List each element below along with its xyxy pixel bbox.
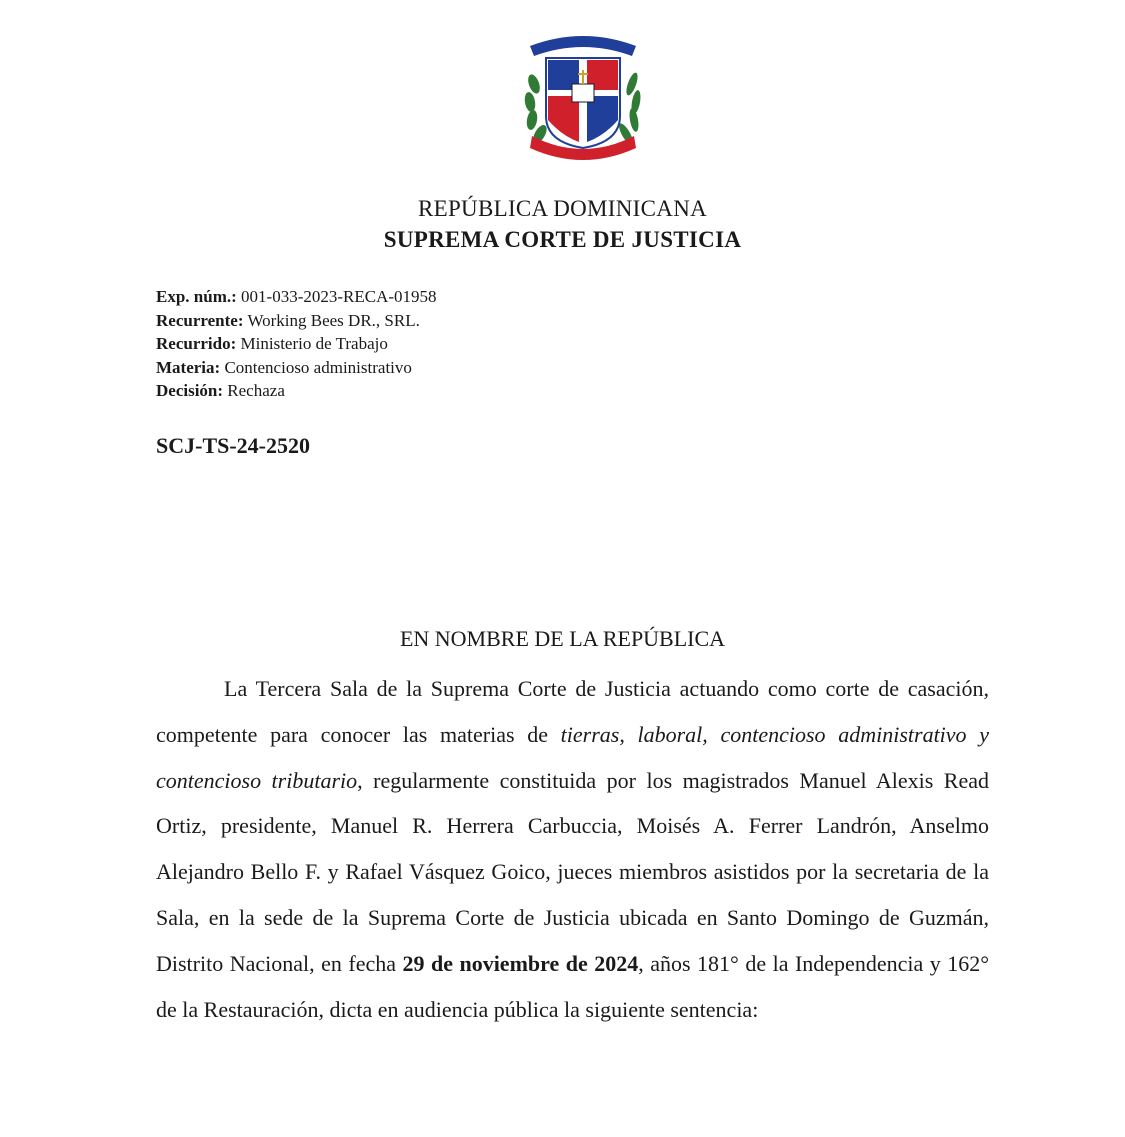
invocation-heading: EN NOMBRE DE LA REPÚBLICA	[399, 626, 726, 651]
country-heading: REPÚBLICA DOMINICANA	[417, 196, 708, 221]
exp-number-row	[156, 285, 437, 309]
case-number: SCJ-TS-24-2520	[156, 433, 311, 458]
recurrente-label: Recurrente:	[156, 310, 244, 330]
paragraph-text-2: , regularmente constituida por los magistrados Manuel Alexis Read Ortiz, presidente, Manuel R. Herrera Carbuccia, Moisés A. Ferrer Landrón, Anselmo Alejandro Bello F. y Rafael Vásquez Goico, jueces miembros asistidos por la secretaria de la Sala, en la sede de la Suprema Corte de Justicia ubicada en Santo Domingo de Guzmán, Distrito Nacional, en fecha	[156, 767, 989, 976]
materia-label: Materia:	[156, 357, 221, 377]
exp-number-label: Exp. núm.:	[156, 287, 237, 306]
opening-paragraph	[156, 666, 989, 1032]
decision-label: Decisión:	[156, 381, 224, 401]
materia-value: Contencioso administrativo	[224, 357, 412, 377]
court-heading: SUPREMA CORTE DE JUSTICIA	[383, 227, 742, 252]
paragraph-text-3: , años 181° de la Independencia y 162° de la Restauración, dicta en audiencia pública la siguiente sentencia:	[156, 950, 990, 1022]
decision-row	[156, 379, 437, 403]
case-info	[156, 285, 437, 403]
decision-date: 29 de noviembre de 2024	[402, 950, 639, 976]
decision-value: Rechaza	[227, 381, 285, 401]
recurrido-row	[156, 332, 437, 356]
exp-number-value: 001-033-2023-RECA-01958	[241, 287, 437, 306]
recurrido-label: Recurrido:	[156, 334, 237, 354]
recurrente-value: Working Bees DR., SRL.	[247, 310, 420, 330]
paragraph-italic-subjects: tierras, laboral, contencioso administrativo y contencioso tributario	[156, 721, 989, 793]
paragraph-text-1: La Tercera Sala de la Suprema Corte de Justicia actuando como corte de casación, competente para conocer las materias de	[156, 676, 989, 747]
materia-row	[156, 356, 437, 380]
recurrido-value: Ministerio de Trabajo	[240, 334, 388, 354]
coat-of-arms-icon	[512, 24, 654, 166]
recurrente-row	[156, 309, 437, 333]
